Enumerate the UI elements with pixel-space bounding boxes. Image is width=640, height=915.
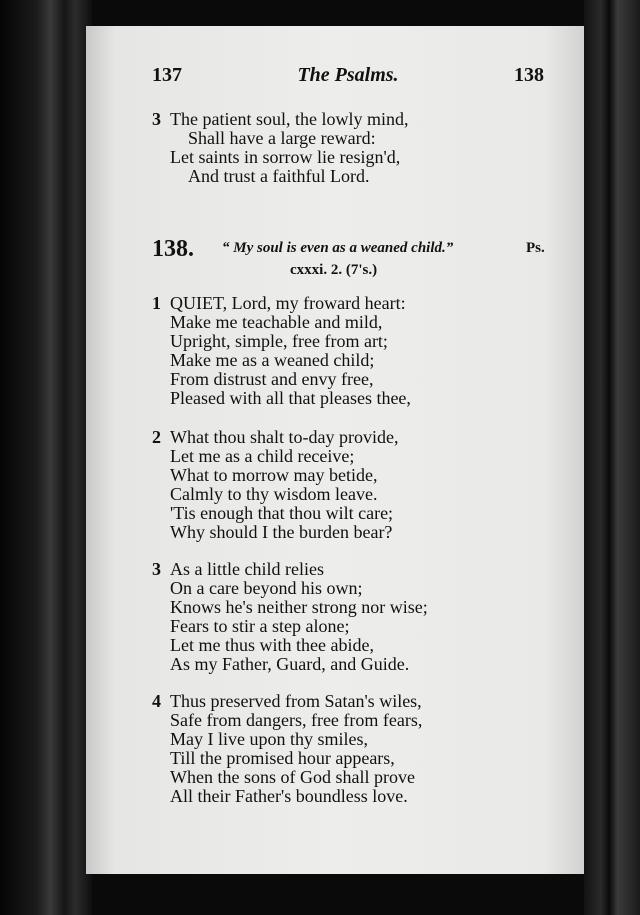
verse-line: Safe from dangers, free from fears,: [170, 710, 423, 730]
verse-line: What to morrow may betide,: [170, 465, 378, 485]
book-gutter-left: [0, 0, 92, 915]
verse-line: Make me teachable and mild,: [170, 312, 383, 332]
verse-line: Why should I the burden bear?: [170, 522, 393, 542]
verse-4: [152, 691, 570, 806]
verse-number: 1: [152, 293, 161, 313]
verse-line: The patient soul, the lowly mind,: [170, 109, 409, 129]
verse-line: 'Tis enough that thou wilt care;: [170, 503, 394, 523]
verse-line: Pleased with all that pleases thee,: [170, 388, 411, 408]
book-edge-right: [584, 0, 640, 915]
verse-line: Fears to stir a step alone;: [170, 616, 350, 636]
running-title: The Psalms.: [297, 64, 399, 86]
verse-line: Shall have a large reward:: [188, 128, 376, 148]
verse-line: Let me thus with thee abide,: [170, 635, 374, 655]
verse-number: 3: [152, 559, 161, 579]
verse-line: QUIET, Lord, my froward heart:: [170, 293, 406, 313]
verse-line: Make me as a weaned child;: [170, 350, 375, 370]
verse-line: May I live upon thy smiles,: [170, 729, 368, 749]
book-page: [86, 26, 584, 874]
psalm-number: 138.: [152, 236, 194, 262]
verse-line: And trust a faithful Lord.: [188, 166, 370, 186]
psalm-reference: cxxxi. 2. (7's.): [290, 262, 378, 278]
verse-line: Thus preserved from Satan's wiles,: [170, 691, 422, 711]
verse-line: Calmly to thy wisdom leave.: [170, 484, 378, 504]
verse-line: When the sons of God shall prove: [170, 767, 415, 787]
page-number-left: 137: [152, 64, 182, 86]
verse-number: 2: [152, 427, 161, 447]
verse-1: [152, 293, 570, 408]
verse-line: Till the promised hour appears,: [170, 748, 395, 768]
verse-line: As my Father, Guard, and Guide.: [170, 654, 410, 674]
verse-line: From distrust and envy free,: [170, 369, 374, 389]
psalm-ref-tag: Ps.: [526, 240, 545, 256]
verse-line: On a care beyond his own;: [170, 578, 363, 598]
verse-top: [152, 109, 570, 186]
verse-number: 4: [152, 691, 161, 711]
verse-line: What thou shalt to-day provide,: [170, 427, 399, 447]
verse-line: Knows he's neither strong nor wise;: [170, 597, 428, 617]
verse-number: 3: [152, 109, 161, 129]
verse-line: All their Father's boundless love.: [170, 786, 408, 806]
verse-line: Let saints in sorrow lie resign'd,: [170, 147, 401, 167]
page-number-right: 138: [514, 64, 544, 86]
page-header: [152, 64, 544, 92]
verse-line: Let me as a child receive;: [170, 446, 355, 466]
psalm-epigraph: “ My soul is even as a weaned child.”: [222, 240, 454, 256]
verse-line: As a little child relies: [170, 559, 324, 579]
verse-3: [152, 559, 570, 674]
verse-line: Upright, simple, free from art;: [170, 331, 388, 351]
verse-2: [152, 427, 570, 542]
